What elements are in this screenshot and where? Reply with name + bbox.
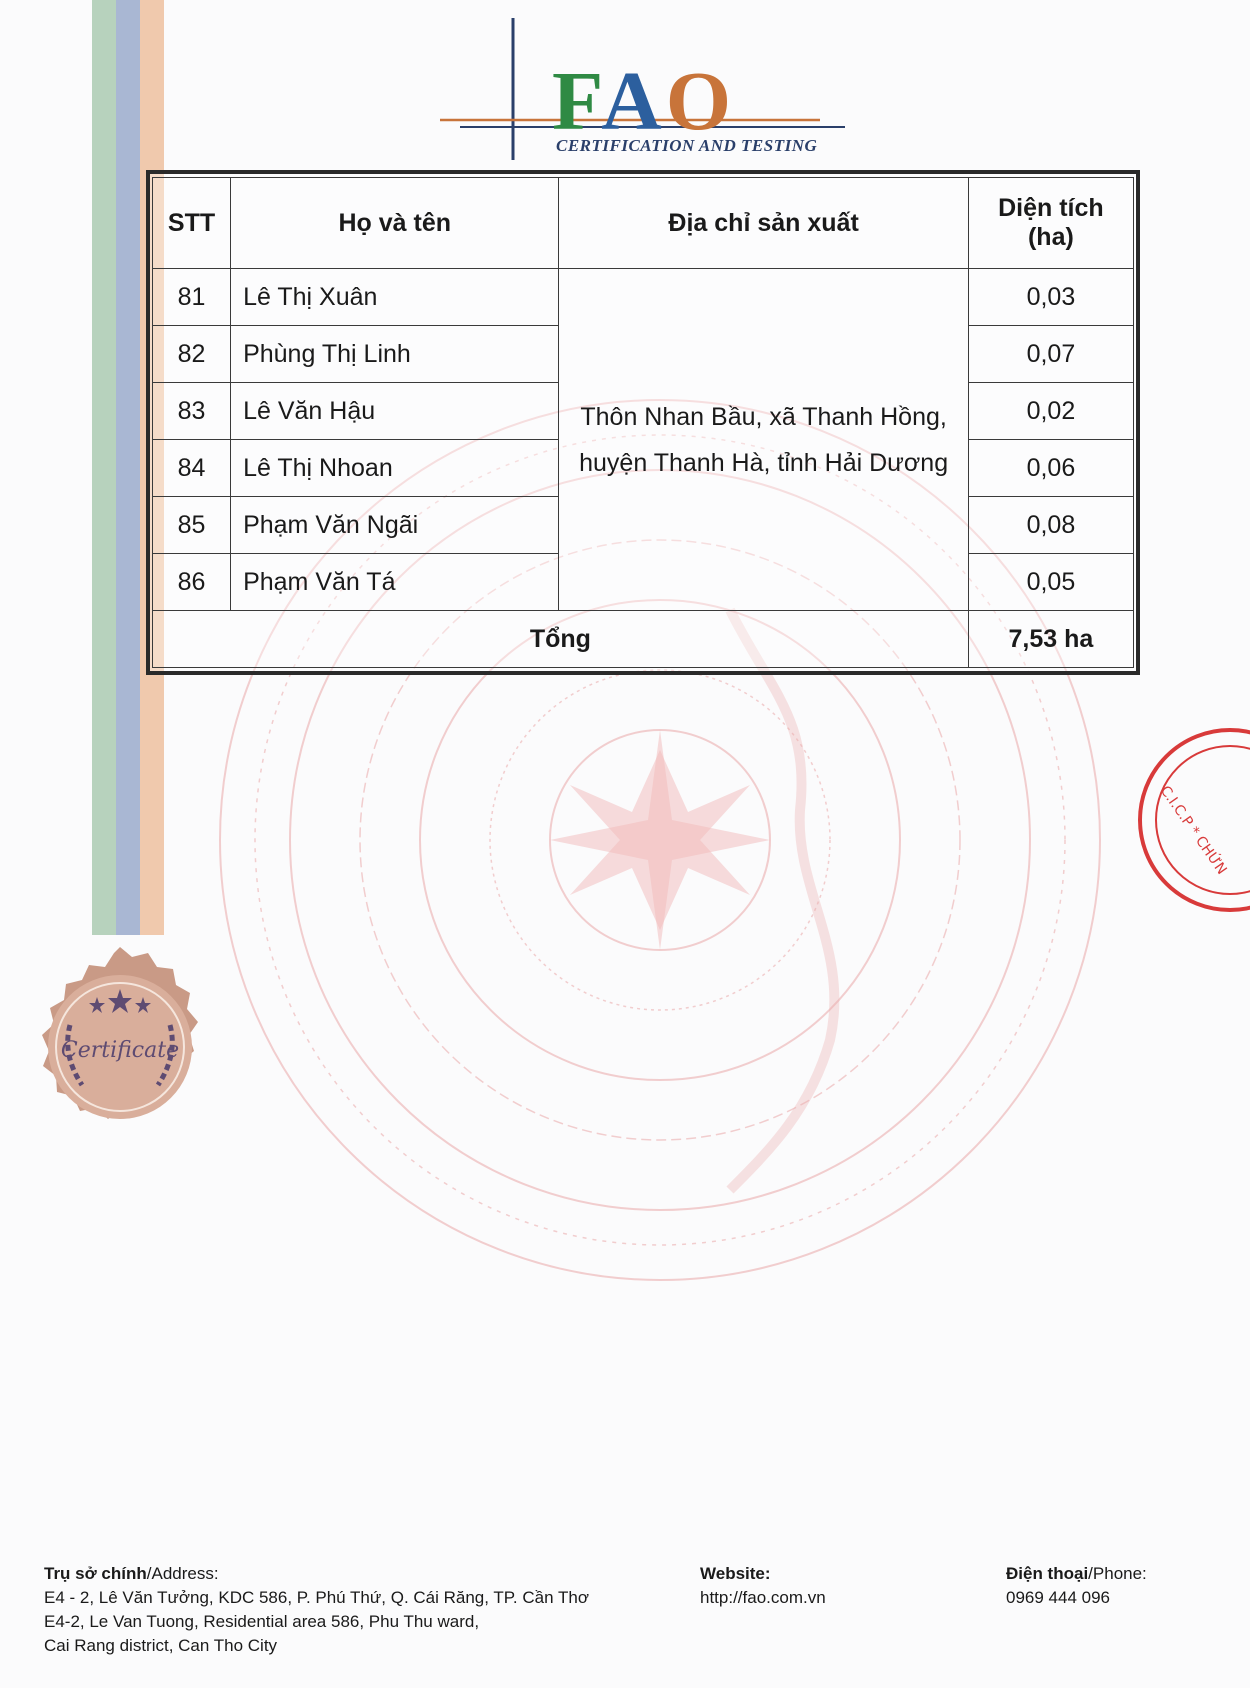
address-line-2: huyện Thanh Hà, tỉnh Hải Dương: [579, 448, 949, 477]
header-area-line1: Diện tích: [998, 194, 1104, 222]
side-stripe-green: [92, 0, 116, 935]
address-cell: [559, 269, 968, 611]
row-stt: 83: [153, 383, 231, 440]
farmer-area-table: [152, 177, 1134, 668]
header-address: Địa chỉ sản xuất: [559, 178, 968, 269]
row-name: Phạm Văn Tá: [231, 554, 559, 611]
red-stamp-icon: [1130, 720, 1250, 920]
footer-address-block: [44, 1562, 589, 1658]
footer-address-line: Cai Rang district, Can Tho City: [44, 1636, 278, 1655]
footer-website-label: Website:: [700, 1564, 771, 1583]
total-value: 7,53 ha: [968, 611, 1133, 668]
stamp-text: C.I.C.P * CHỨN: [1156, 783, 1230, 878]
table-header-row: [153, 178, 1134, 269]
address-line-1: Thôn Nhan Bầu, xã Thanh Hồng,: [580, 402, 947, 431]
footer-website-block: [700, 1562, 826, 1610]
seal-text: Certificate: [60, 1038, 180, 1063]
side-stripe-blue: [116, 0, 140, 935]
header-area-line2: (ha): [1027, 223, 1074, 251]
row-area: 0,07: [968, 326, 1133, 383]
row-area: 0,05: [968, 554, 1133, 611]
fao-logo: FAO: [552, 55, 736, 148]
row-stt: 86: [153, 554, 231, 611]
row-area: 0,08: [968, 497, 1133, 554]
row-stt: 82: [153, 326, 231, 383]
row-name: Lê Thị Xuân: [231, 269, 559, 326]
row-name: Phùng Thị Linh: [231, 326, 559, 383]
table-row: [153, 269, 1134, 326]
total-row: [153, 611, 1134, 668]
row-area: 0,03: [968, 269, 1133, 326]
total-label: Tổng: [153, 611, 969, 668]
row-stt: 81: [153, 269, 231, 326]
logo-tagline: CERTIFICATION AND TESTING: [556, 136, 818, 155]
row-name: Lê Thị Nhoan: [231, 440, 559, 497]
footer-address-line: E4-2, Le Van Tuong, Residential area 586, Phu Thu ward,: [44, 1612, 480, 1631]
header-name: Họ và tên: [231, 178, 559, 269]
row-area: 0,02: [968, 383, 1133, 440]
row-area: 0,06: [968, 440, 1133, 497]
row-stt: 84: [153, 440, 231, 497]
row-name: Phạm Văn Ngãi: [231, 497, 559, 554]
certificate-seal-icon: [22, 935, 226, 1139]
footer-address-line: E4 - 2, Lê Văn Tưởng, KDC 586, P. Phú Thứ, Q. Cái Răng, TP. Cần Thơ: [44, 1588, 589, 1607]
row-name: Lê Văn Hậu: [231, 383, 559, 440]
header-stt: STT: [153, 178, 231, 269]
footer-phone-value: 0969 444 096: [1006, 1588, 1110, 1607]
footer-phone-block: [1006, 1562, 1147, 1610]
footer-phone-label: Điện thoại/Phone:: [1006, 1564, 1147, 1583]
header-area: [968, 178, 1133, 269]
footer-website-link[interactable]: http://fao.com.vn: [700, 1588, 826, 1607]
footer-address-label: Trụ sở chính/Address:: [44, 1564, 219, 1583]
row-stt: 85: [153, 497, 231, 554]
